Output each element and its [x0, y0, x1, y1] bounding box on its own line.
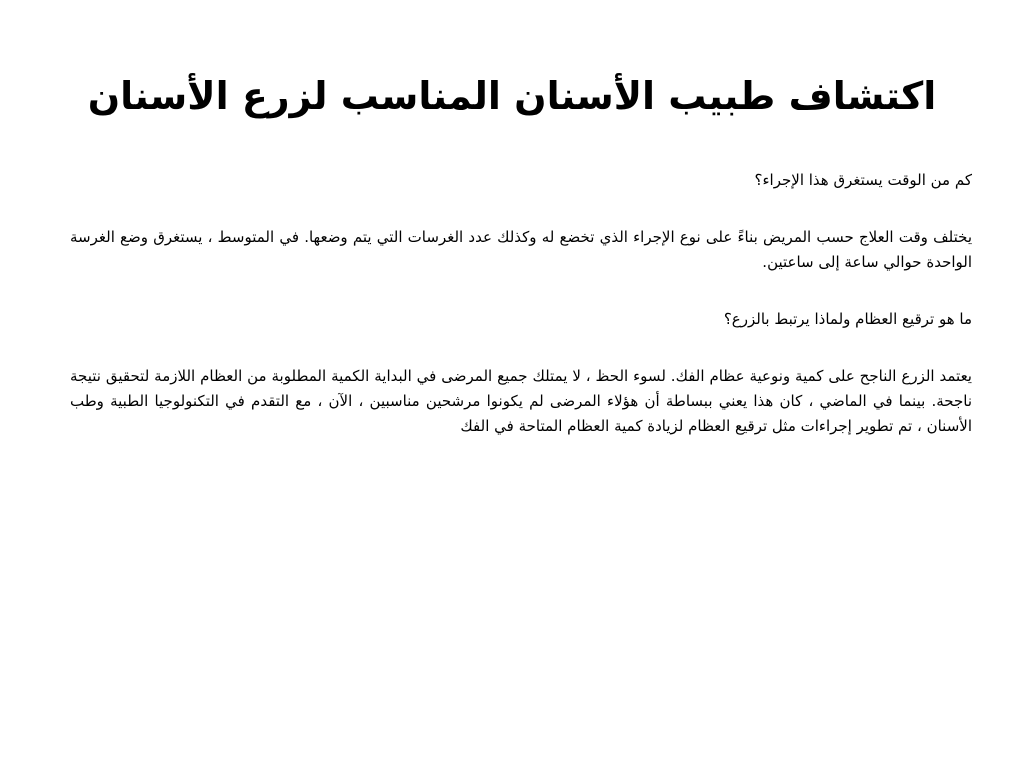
- question-bone-grafting: ما هو ترقيع العظام ولماذا يرتبط بالزرع؟: [723, 310, 972, 328]
- slide-title: اكتشاف طبيب الأسنان المناسب لزرع الأسنان: [87, 74, 937, 118]
- slide-body: [70, 168, 972, 471]
- answer-duration: يختلف وقت العلاج حسب المريض بناءً على نوع الإجراء الذي تخضع له وكذلك عدد الغرسات التي يتم وضعها. في المتوسط ، يستغرق وضع الغرسة الواحدة حوالي ساعة إلى ساعتين.: [70, 228, 972, 271]
- answer-bone-grafting: يعتمد الزرع الناجح على كمية ونوعية عظام الفك. لسوء الحظ ، لا يمتلك جميع المرضى في البداية الكمية المطلوبة من العظام اللازمة لتحقيق نتيجة ناجحة. بينما في الماضي ، كان هذا يعني ببساطة أن هؤلاء المرضى لم يكونوا مرشحين مناسبين ، الآن ، مع التقدم في التكنولوجيا الطبية وطب الأسنان ، تم تطوير إجراءات مثل ترقيع العظام لزيادة كمية العظام المتاحة في الفك: [70, 367, 972, 435]
- question-duration: كم من الوقت يستغرق هذا الإجراء؟: [754, 171, 972, 189]
